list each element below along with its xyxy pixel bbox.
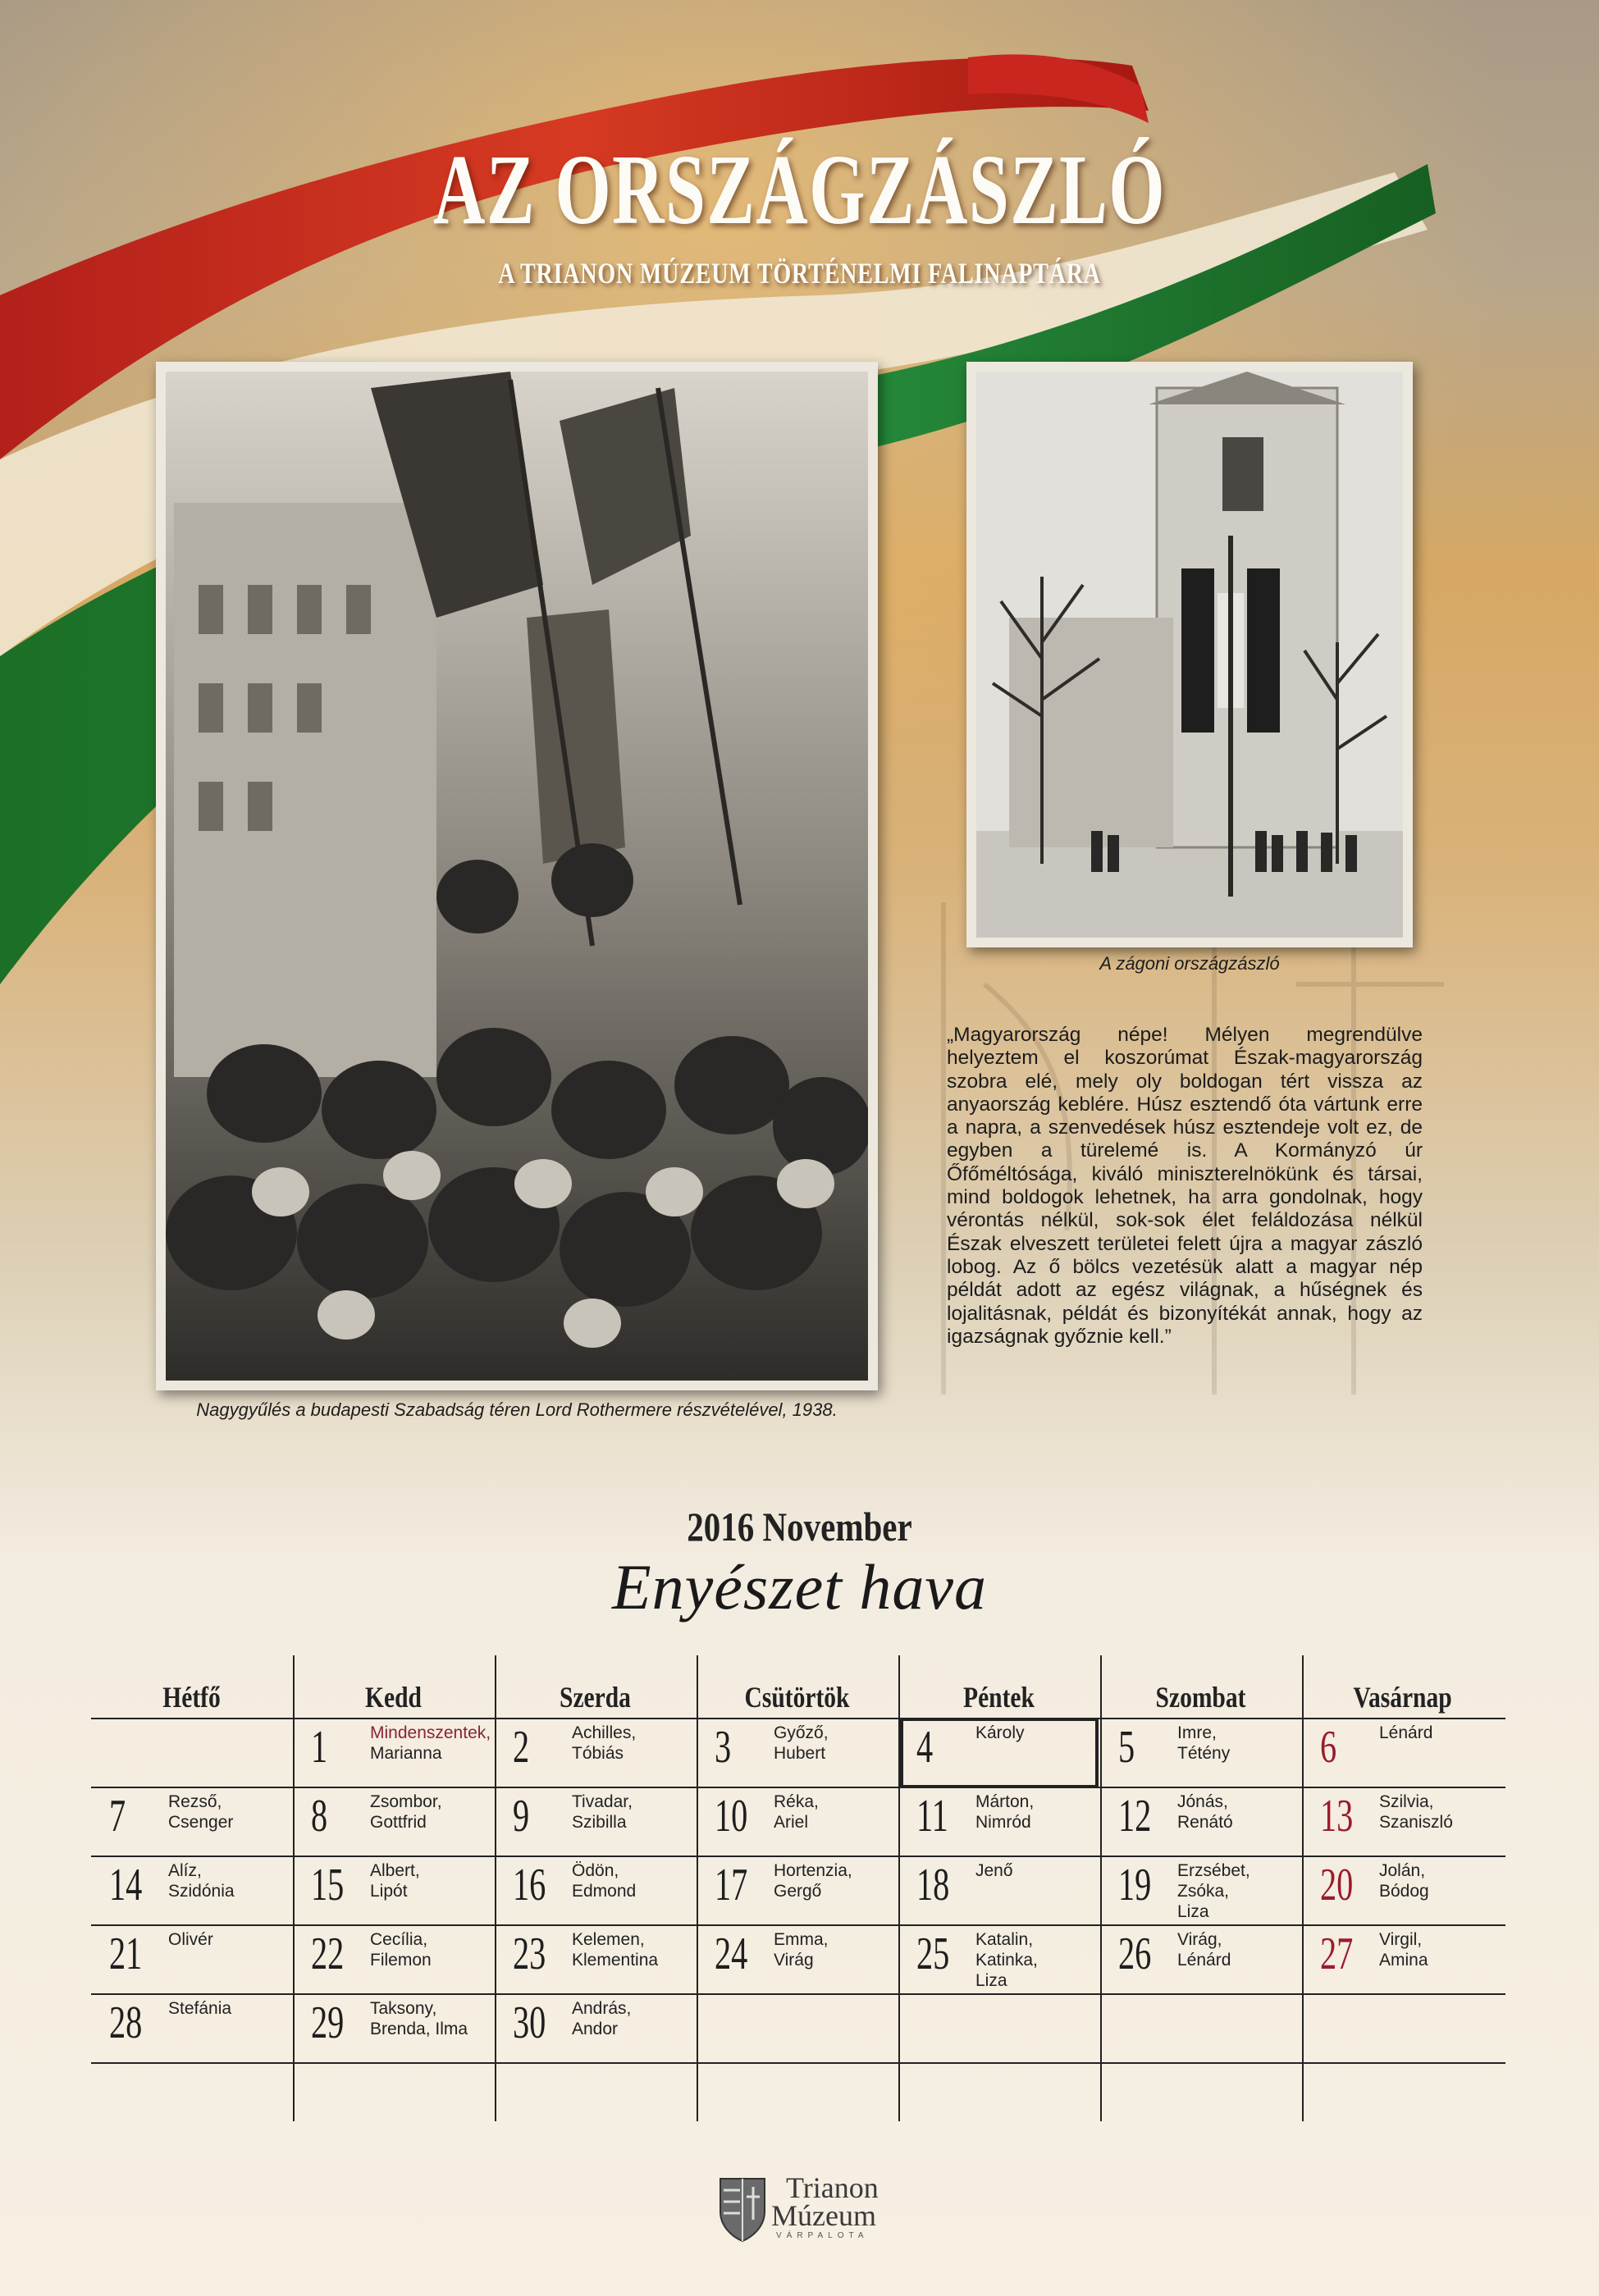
coat-of-arms-icon [714,2170,771,2244]
day-number: 12 [1118,1791,1152,1842]
name-day-list: Lénárd [1379,1723,1433,1742]
name-day-list: Imre, Tétény [1177,1723,1231,1763]
day-number: 6 [1320,1722,1337,1773]
calendar-day-cell[interactable] [900,1788,1101,1857]
name-day-list: Stefánia [168,1999,232,2018]
name-day-list: Albert, Lipót [370,1861,420,1901]
calendar-month-name: Enyészet hava [611,1551,987,1623]
name-day-list: Szilvia, Szaniszló [1379,1792,1453,1832]
rally-photo [156,362,878,1390]
weekday-header: Szombat [1155,1681,1246,1714]
calendar-day-cell[interactable] [1304,1926,1505,1995]
calendar-subtitle: A TRIANON MÚZEUM TÖRTÉNELMI FALINAPTÁRA [498,257,1101,290]
name-day-list: Rezső, Csenger [168,1792,234,1832]
day-number: 29 [311,1997,345,2048]
rally-photo-caption: Nagygyűlés a budapesti Szabadság téren Lord Rothermere részvételével, 1938. [196,1399,838,1420]
name-day-list: Kelemen, Klementina [572,1930,659,1970]
day-number: 13 [1320,1791,1354,1842]
day-number: 16 [513,1860,546,1910]
day-number: 14 [109,1860,143,1910]
day-number: 5 [1118,1722,1135,1773]
name-day-list: Alíz, Szidónia [168,1861,235,1901]
day-number: 21 [109,1929,143,1979]
name-day-list: Márton, Nimród [975,1792,1035,1832]
calendar-day-cell[interactable] [1102,1788,1303,1857]
day-number: 27 [1320,1929,1354,1979]
weekday-header: Csütörtök [744,1681,850,1714]
day-number: 20 [1320,1860,1354,1910]
calendar-day-cell[interactable] [496,1926,697,1995]
name-day-list: Győző, Hubert [774,1723,829,1763]
calendar-day-cell[interactable] [496,1719,697,1788]
name-day-list: Jolán, Bódog [1379,1861,1429,1901]
name-day-list-secondary: Marianna [370,1744,442,1763]
calendar-day-cell[interactable] [496,1857,697,1926]
day-number: 19 [1118,1860,1152,1910]
name-day-list: Katalin, Katinka, Liza [975,1930,1038,1990]
calendar-day-cell[interactable] [295,1857,496,1926]
day-number: 24 [715,1929,748,1979]
calendar-month-year: 2016 November [687,1504,912,1550]
day-number: 4 [916,1722,934,1773]
name-day-list: Réka, Ariel [774,1792,819,1832]
logo-line-1: Trianon [786,2171,879,2204]
calendar-day-cell[interactable] [900,1926,1101,1995]
calendar-day-cell[interactable] [1304,1719,1505,1788]
day-number: 1 [311,1722,328,1773]
day-number: 8 [311,1791,328,1842]
day-number: 11 [916,1791,948,1842]
rally-photo-image [166,372,868,1381]
trianon-museum-logo [714,2166,911,2248]
name-day-list: Tivadar, Szibilla [572,1792,633,1832]
day-number: 10 [715,1791,748,1842]
month-calendar-grid [91,1655,1505,2121]
calendar-day-cell[interactable] [93,1788,294,1857]
name-day-list: Virgil, Amina [1379,1930,1428,1970]
today-highlight [900,1718,1099,1788]
calendar-day-cell[interactable] [295,1788,496,1857]
calendar-title: AZ ORSZÁGZÁSZLÓ [433,135,1166,245]
name-day-list: Mindenszentek, [370,1723,491,1742]
day-number: 23 [513,1929,546,1979]
day-number: 25 [916,1929,950,1979]
calendar-day-cell[interactable] [93,1995,294,2064]
name-day-list: Erzsébet, Zsóka, Liza [1177,1861,1250,1921]
day-number: 18 [916,1860,950,1910]
name-day-list: Taksony, Brenda, Ilma [370,1999,468,2038]
name-day-list: Hortenzia, Gergő [774,1861,852,1901]
calendar-day-cell[interactable] [1304,1857,1505,1926]
day-number: 2 [513,1722,530,1773]
flagpole-photo-caption: A zágoni országzászló [1099,953,1280,974]
flagpole-photo-image [976,372,1403,938]
weekday-header: Kedd [365,1681,422,1714]
name-day-list: Jenő [975,1861,1013,1880]
name-day-list: Emma, Virág [774,1930,829,1970]
calendar-day-cell[interactable] [93,1857,294,1926]
name-day-list: András, Andor [572,1999,632,2038]
calendar-day-cell[interactable] [698,1719,899,1788]
calendar-day-cell[interactable] [295,1926,496,1995]
calendar-day-cell[interactable] [698,1788,899,1857]
weekday-header: Hétfő [162,1681,221,1714]
flagpole-photo [966,362,1413,947]
name-day-list: Virág, Lénárd [1177,1930,1231,1970]
calendar-day-cell[interactable] [295,1995,496,2064]
day-number: 26 [1118,1929,1152,1979]
logo-line-2: Múzeum [771,2199,876,2232]
name-day-list: Zsombor, Gottfrid [370,1792,442,1832]
day-number: 7 [109,1791,126,1842]
calendar-day-cell[interactable] [1304,1788,1505,1857]
name-day-list: Cecília, Filemon [370,1930,432,1970]
day-number: 28 [109,1997,143,2048]
day-number: 17 [715,1860,748,1910]
name-day-list: Achilles, Tóbiás [572,1723,637,1763]
calendar-day-cell[interactable] [698,1857,899,1926]
name-day-list: Ödön, Edmond [572,1861,637,1901]
calendar-day-cell[interactable] [1102,1926,1303,1995]
calendar-day-cell[interactable] [1102,1719,1303,1788]
logo-line-3: VÁRPALOTA [776,2231,869,2240]
day-number: 22 [311,1929,345,1979]
day-number: 9 [513,1791,530,1842]
calendar-day-cell[interactable] [295,1719,496,1788]
name-day-list: Jónás, Renátó [1177,1792,1233,1832]
calendar-day-cell[interactable] [496,1995,697,2064]
calendar-day-cell[interactable] [698,1926,899,1995]
day-number: 30 [513,1997,546,2048]
weekday-header: Vasárnap [1353,1681,1452,1714]
quote-text: „Magyarország népe! Mélyen megrendülve helyeztem el koszorúmat Észak-magyarország szobra elé, mely oly boldogan tért vissza az anyaország keblére. Húsz esztendő óta vártunk erre a napra, a szenvedések húsz esztendeje volt ez, de egyben a türelemé is. A Kormányzó úr Őfőméltósága, kiváló miniszterelnökünk és társai, mind boldogok lehetnek, ha arra gondolnak, hogy vérontás nélkül, sok-sok élet feláldozása nélkül Észak elveszett területei felett újra a magyar zászló lobog. Az ő bölcs vezetésük alatt a magyar nép példát adott az egész világnak, a hűségnek és lojalitásnak, példát és bizonyítékát annak, hogy az igazságnak győznie kell.” [947,1024,1423,1348]
calendar-day-cell[interactable] [496,1788,697,1857]
day-number: 3 [715,1722,732,1773]
name-day-list: Károly [975,1723,1025,1742]
calendar-day-cell[interactable] [1102,1857,1303,1926]
calendar-day-cell[interactable] [900,1857,1101,1926]
calendar-day-cell[interactable] [93,1926,294,1995]
name-day-list: Olivér [168,1930,213,1949]
weekday-header: Szerda [560,1681,631,1714]
calendar-day-cell[interactable] [900,1719,1101,1788]
day-number: 15 [311,1860,345,1910]
weekday-header: Péntek [963,1681,1035,1714]
